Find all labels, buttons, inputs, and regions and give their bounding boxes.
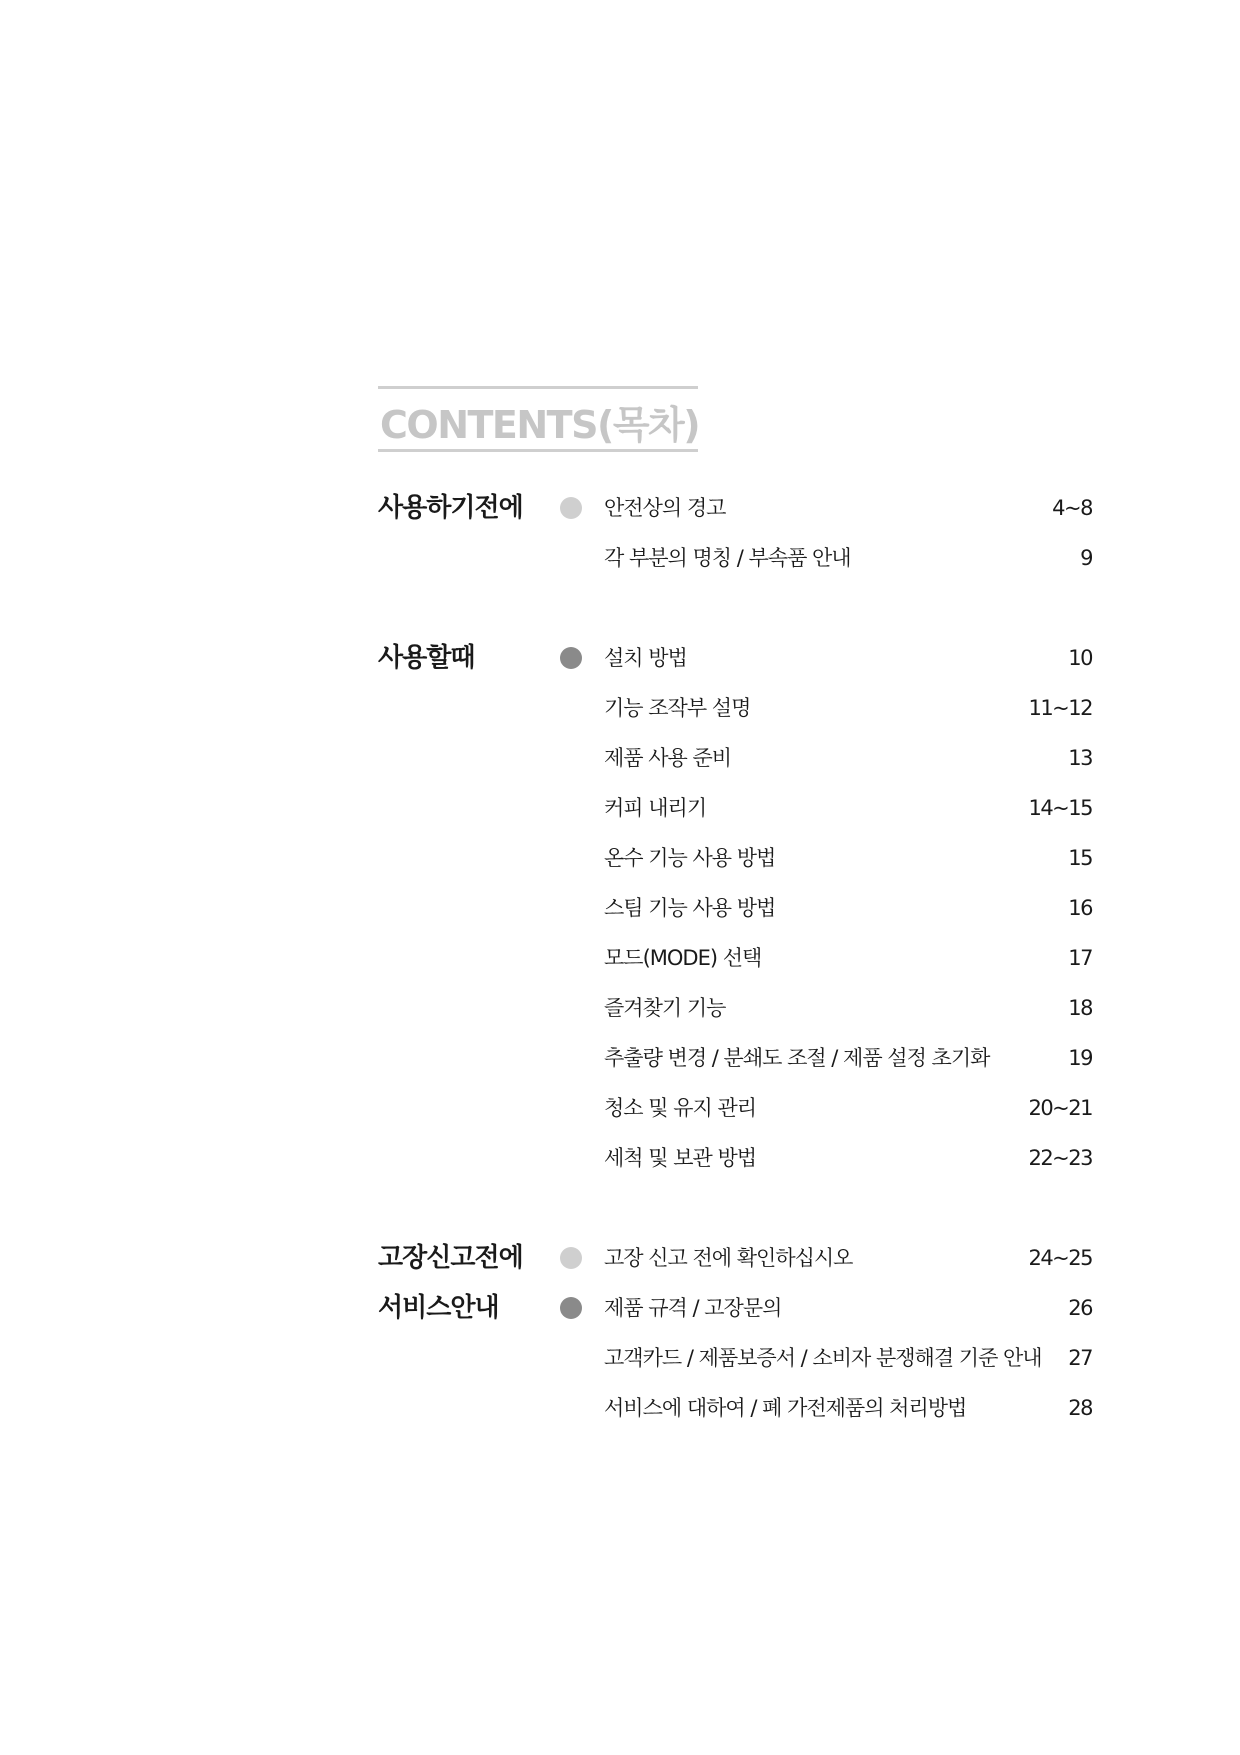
toc-entry-label: 각 부분의 명칭 / 부속품 안내 (604, 546, 851, 570)
toc-entry[interactable] (604, 783, 1092, 833)
toc-entry[interactable] (604, 1283, 1092, 1333)
toc-entry-label: 스팀 기능 사용 방법 (604, 896, 776, 920)
toc-entry-page: 26 (1068, 1296, 1092, 1320)
toc-entry-page: 15 (1068, 846, 1092, 870)
section-title: 사용하기전에 (378, 493, 523, 523)
toc-entry-label: 추출량 변경 / 분쇄도 조절 / 제품 설정 초기화 (604, 1046, 990, 1070)
toc-entry-page: 14~15 (1028, 796, 1092, 820)
contents-title: CONTENTS(목차) (380, 403, 700, 447)
section-title: 사용할때 (378, 643, 475, 673)
toc-entry-label: 기능 조작부 설명 (604, 696, 751, 720)
toc-entry-page: 28 (1068, 1396, 1092, 1420)
toc-entry[interactable] (604, 533, 1092, 583)
toc-entry[interactable] (604, 1133, 1092, 1183)
section-bullet-icon (560, 1297, 582, 1319)
toc-entry-label: 고객카드 / 제품보증서 / 소비자 분쟁해결 기준 안내 (604, 1346, 1042, 1370)
toc-entry-page: 19 (1068, 1046, 1092, 1070)
section-title: 서비스안내 (378, 1293, 499, 1323)
toc-entry[interactable] (604, 833, 1092, 883)
toc-entry-label: 제품 사용 준비 (604, 746, 732, 770)
toc-entry-page: 20~21 (1028, 1096, 1092, 1120)
section-bullet-icon (560, 647, 582, 669)
toc-entry-label: 서비스에 대하여 / 폐 가전제품의 처리방법 (604, 1396, 967, 1420)
toc-entry-label: 커피 내리기 (604, 796, 707, 820)
toc-entry-label: 안전상의 경고 (604, 496, 726, 520)
contents-title-box (378, 386, 698, 452)
toc-entry[interactable] (604, 883, 1092, 933)
toc-entry[interactable] (604, 483, 1092, 533)
toc-entry-page: 16 (1068, 896, 1092, 920)
section-title: 고장신고전에 (378, 1243, 523, 1273)
toc-entry-label: 설치 방법 (604, 646, 687, 670)
toc-entry-label: 모드(MODE) 선택 (604, 946, 762, 970)
toc-entry[interactable] (604, 683, 1092, 733)
toc-entry-page: 9 (1080, 546, 1092, 570)
toc-entry[interactable] (604, 933, 1092, 983)
toc-entry-page: 22~23 (1028, 1146, 1092, 1170)
toc-entry[interactable] (604, 1383, 1092, 1433)
toc-entry-label: 고장 신고 전에 확인하십시오 (604, 1246, 853, 1270)
toc-entry-page: 24~25 (1028, 1246, 1092, 1270)
toc-entry-page: 17 (1068, 946, 1092, 970)
toc-entry[interactable] (604, 733, 1092, 783)
toc-entry-label: 청소 및 유지 관리 (604, 1096, 757, 1120)
toc-entry[interactable] (604, 1083, 1092, 1133)
toc-entry-page: 18 (1068, 996, 1092, 1020)
toc-entry-page: 13 (1068, 746, 1092, 770)
toc-entry-label: 온수 기능 사용 방법 (604, 846, 776, 870)
toc-entry-page: 4~8 (1052, 496, 1092, 520)
toc-entry[interactable] (604, 1333, 1092, 1383)
toc-entry[interactable] (604, 633, 1092, 683)
toc-entry-page: 27 (1068, 1346, 1092, 1370)
toc-entry-page: 11~12 (1028, 696, 1092, 720)
toc-entry[interactable] (604, 983, 1092, 1033)
toc-entry-page: 10 (1068, 646, 1092, 670)
toc-entry-label: 즐겨찾기 기능 (604, 996, 726, 1020)
section-bullet-icon (560, 1247, 582, 1269)
toc-entry[interactable] (604, 1033, 1092, 1083)
section-bullet-icon (560, 497, 582, 519)
toc-entry-label: 제품 규격 / 고장문의 (604, 1296, 782, 1320)
toc-entry-label: 세척 및 보관 방법 (604, 1146, 757, 1170)
toc-entry[interactable] (604, 1233, 1092, 1283)
